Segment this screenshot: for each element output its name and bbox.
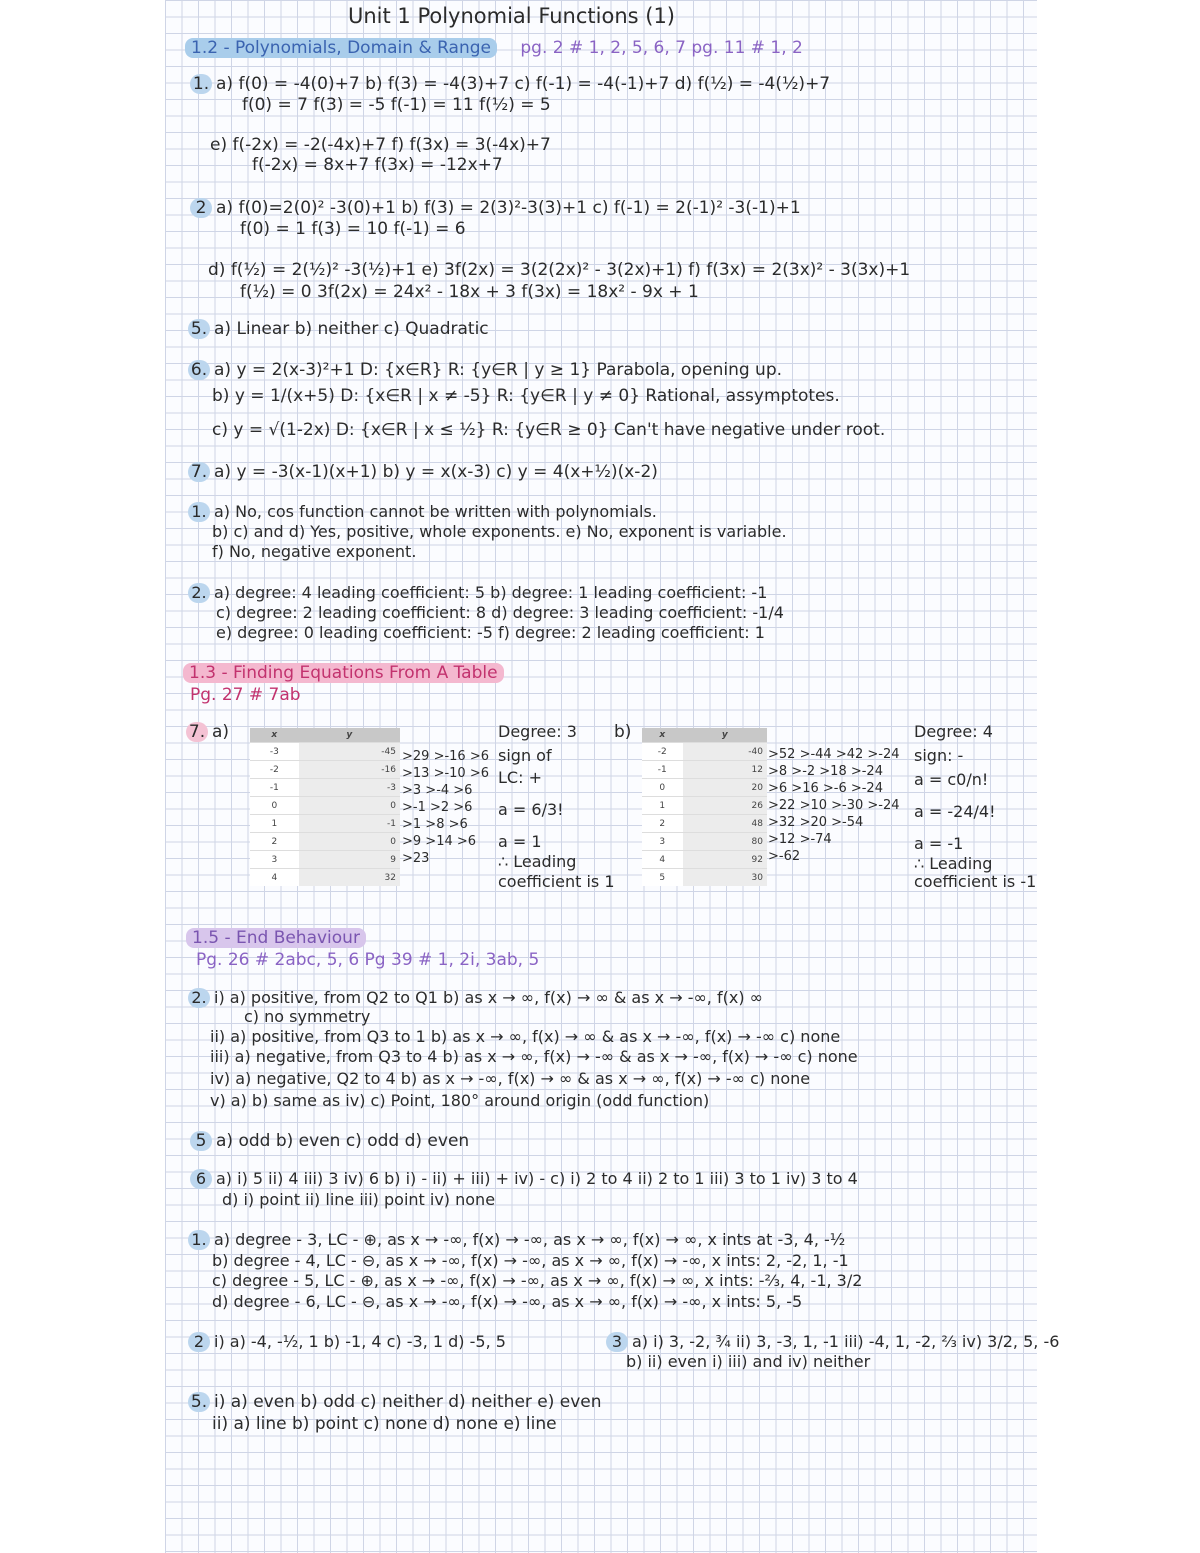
- y-cell: 32: [299, 869, 400, 887]
- x-cell: 3: [250, 851, 299, 869]
- table-row: [250, 761, 400, 779]
- section-heading: 1.5 - End Behaviour: [186, 928, 366, 948]
- note-line: Degree: 3: [498, 722, 577, 741]
- answer-line: 5 a) odd b) even c) odd d) even: [190, 1131, 469, 1151]
- difference-row: >9 >14 >6: [402, 834, 477, 849]
- answer-line: d) f(½) = 2(½)² -3(½)+1 e) 3f(2x) = 3(2(2x)² - 3(2x)+1) f) f(3x) = 2(3x)² - 3(3x)+1: [208, 260, 911, 280]
- y-cell: 12: [683, 761, 767, 779]
- question-number: 1.: [188, 502, 210, 522]
- answer-line: 2. i) a) positive, from Q2 to Q1 b) as x → ∞, f(x) → ∞ & as x → -∞, f(x) ∞: [188, 988, 763, 1008]
- difference-row: >32 >20 >-54: [768, 815, 864, 830]
- answer-line: 6 a) i) 5 ii) 4 iii) 3 iv) 6 b) i) - ii) + iii) + iv) - c) i) 2 to 4 ii) 2 to 1 iii) 3 to 1 iv) 3 to 4: [190, 1169, 858, 1189]
- table-row: [642, 851, 767, 869]
- table-row: [250, 815, 400, 833]
- answer-line: e) degree: 0 leading coefficient: -5 f) degree: 2 leading coefficient: 1: [216, 623, 765, 642]
- y-cell: -3: [299, 779, 400, 797]
- answer-line: 1. a) f(0) = -4(0)+7 b) f(3) = -4(3)+7 c) f(-1) = -4(-1)+7 d) f(½) = -4(½)+7: [190, 74, 830, 94]
- x-cell: -1: [250, 779, 299, 797]
- x-column-header: x: [250, 728, 299, 743]
- answer-line: b) c) and d) Yes, positive, whole exponents. e) No, exponent is variable.: [212, 522, 787, 541]
- y-cell: 30: [683, 869, 767, 887]
- difference-row: >52 >-44 >42 >-24: [768, 747, 900, 762]
- x-cell: -2: [642, 743, 683, 761]
- x-cell: -1: [642, 761, 683, 779]
- answer-line: ii) a) positive, from Q3 to 1 b) as x → ∞, f(x) → ∞ & as x → -∞, f(x) → -∞ c) none: [210, 1027, 841, 1046]
- difference-row: >29 >-16 >6: [402, 749, 489, 764]
- note-line: sign of: [498, 746, 552, 765]
- answer-line: b) degree - 4, LC - ⊖, as x → -∞, f(x) → -∞, as x → ∞, f(x) → -∞, x ints: 2, -2, 1, -1: [212, 1251, 849, 1270]
- answer-line: ii) a) line b) point c) none d) none e) line: [212, 1414, 557, 1434]
- answer-line: f(-2x) = 8x+7 f(3x) = -12x+7: [252, 155, 503, 175]
- answer-line: f) No, negative exponent.: [212, 542, 417, 561]
- question-number: 2: [190, 198, 212, 218]
- answer-line: f(0) = 7 f(3) = -5 f(-1) = 11 f(½) = 5: [242, 95, 551, 115]
- question-number: 7.: [186, 722, 208, 742]
- table-row: [642, 761, 767, 779]
- question-number: 6: [190, 1169, 212, 1189]
- x-cell: 1: [250, 815, 299, 833]
- x-cell: 1: [642, 797, 683, 815]
- table-row: [642, 797, 767, 815]
- answer-line: e) f(-2x) = -2(-4x)+7 f) f(3x) = 3(-4x)+7: [210, 135, 551, 155]
- answer-line: f(0) = 1 f(3) = 10 f(-1) = 6: [240, 219, 466, 239]
- question-number: 1.: [190, 74, 212, 94]
- y-cell: 92: [683, 851, 767, 869]
- table-row: [642, 869, 767, 887]
- table-row: [250, 797, 400, 815]
- answer-line: c) degree: 2 leading coefficient: 8 d) degree: 3 leading coefficient: -1/4: [216, 603, 784, 622]
- question-number: 5.: [188, 319, 210, 339]
- table-row: [642, 833, 767, 851]
- note-line: a = -24/4!: [914, 802, 996, 821]
- x-cell: 2: [250, 833, 299, 851]
- y-cell: 0: [299, 797, 400, 815]
- x-cell: 4: [250, 869, 299, 887]
- table-row: [250, 779, 400, 797]
- answer-line: c) degree - 5, LC - ⊕, as x → -∞, f(x) → -∞, as x → ∞, f(x) → ∞, x ints: -⅔, 4, -1, 3/2: [212, 1271, 863, 1290]
- answer-line: b) y = 1/(x+5) D: {x∈R | x ≠ -5} R: {y∈R | y ≠ 0} Rational, assymptotes.: [212, 386, 840, 406]
- y-column-header: y: [299, 728, 400, 743]
- x-cell: -2: [250, 761, 299, 779]
- question-number: 5.: [188, 1392, 210, 1412]
- answer-line: 7. a) y = -3(x-1)(x+1) b) y = x(x-3) c) y = 4(x+½)(x-2): [188, 462, 658, 482]
- answer-line: 1. a) No, cos function cannot be written with polynomials.: [188, 502, 657, 522]
- y-cell: 48: [683, 815, 767, 833]
- difference-row: >1 >8 >6: [402, 817, 468, 832]
- question-number: 6.: [188, 360, 210, 380]
- difference-row: >-62: [768, 849, 801, 864]
- difference-row: >3 >-4 >6: [402, 783, 473, 798]
- section-1-2-heading-row: [185, 38, 803, 58]
- difference-row: >12 >-74: [768, 832, 832, 847]
- note-line: a = -1: [914, 834, 964, 853]
- y-cell: 0: [299, 833, 400, 851]
- table-row: [642, 815, 767, 833]
- answer-line: 2 a) f(0)=2(0)² -3(0)+1 b) f(3) = 2(3)²-3(3)+1 c) f(-1) = 2(-1)² -3(-1)+1: [190, 198, 801, 218]
- answer-line: f(½) = 0 3f(2x) = 24x² - 18x + 3 f(3x) = 18x² - 9x + 1: [240, 282, 699, 302]
- page-title: Unit 1 Polynomial Functions (1): [348, 4, 675, 28]
- x-cell: 3: [642, 833, 683, 851]
- difference-row: >13 >-10 >6: [402, 766, 489, 781]
- note-line: a = c0/n!: [914, 770, 989, 789]
- y-cell: -40: [683, 743, 767, 761]
- table-row: [250, 851, 400, 869]
- note-line: a = 6/3!: [498, 800, 564, 819]
- assigned-pages: pg. 2 # 1, 2, 5, 6, 7 pg. 11 # 1, 2: [520, 38, 803, 58]
- y-cell: -1: [299, 815, 400, 833]
- value-table-b: [642, 728, 767, 886]
- answer-line: 3 a) i) 3, -2, ¾ ii) 3, -3, 1, -1 iii) -4, 1, -2, ⅔ iv) 3/2, 5, -6: [606, 1332, 1059, 1352]
- answer-line: 7. a): [186, 722, 229, 742]
- section-heading: 1.3 - Finding Equations From A Table: [183, 663, 504, 683]
- question-number: 5: [190, 1131, 212, 1151]
- y-cell: 80: [683, 833, 767, 851]
- table-row: [250, 869, 400, 887]
- question-number: 1.: [188, 1230, 210, 1250]
- table-row: [642, 779, 767, 797]
- note-line: Degree: 4: [914, 722, 993, 741]
- y-column-header: y: [683, 728, 767, 743]
- answer-line: iv) a) negative, Q2 to 4 b) as x → -∞, f(x) → ∞ & as x → ∞, f(x) → -∞ c) none: [210, 1069, 811, 1088]
- table-row: [250, 743, 400, 761]
- table-row: [250, 833, 400, 851]
- x-cell: 5: [642, 869, 683, 887]
- answer-line: 5. a) Linear b) neither c) Quadratic: [188, 319, 489, 339]
- note-line: ∴ Leading: [914, 854, 993, 873]
- value-table-a: [250, 728, 400, 886]
- question-number: 7.: [188, 462, 210, 482]
- note-line: LC: +: [498, 768, 542, 787]
- note-line: ∴ Leading: [498, 852, 577, 871]
- y-cell: 9: [299, 851, 400, 869]
- difference-row: >23: [402, 851, 430, 866]
- answer-line: 6. a) y = 2(x-3)²+1 D: {x∈R} R: {y∈R | y ≥ 1} Parabola, opening up.: [188, 360, 782, 380]
- y-cell: -45: [299, 743, 400, 761]
- x-column-header: x: [642, 728, 683, 743]
- answer-line: 2. a) degree: 4 leading coefficient: 5 b) degree: 1 leading coefficient: -1: [188, 583, 767, 603]
- part-label: b): [614, 722, 632, 742]
- answer-line: c) y = √(1-2x) D: {x∈R | x ≤ ½} R: {y∈R ≥ 0} Can't have negative under root.: [212, 420, 886, 440]
- answer-line: v) a) b) same as iv) c) Point, 180° around origin (odd function): [210, 1091, 710, 1110]
- table-row: [642, 743, 767, 761]
- note-line: sign: -: [914, 746, 964, 765]
- question-number: 2.: [188, 988, 210, 1008]
- answer-line: d) degree - 6, LC - ⊖, as x → -∞, f(x) → -∞, as x → ∞, f(x) → -∞, x ints: 5, -5: [212, 1292, 803, 1311]
- x-cell: 2: [642, 815, 683, 833]
- y-cell: 20: [683, 779, 767, 797]
- difference-row: >6 >16 >-6 >-24: [768, 781, 883, 796]
- answer-line: 5. i) a) even b) odd c) neither d) neither e) even: [188, 1392, 602, 1412]
- answer-line: 2 i) a) -4, -½, 1 b) -1, 4 c) -3, 1 d) -5, 5: [188, 1332, 506, 1352]
- note-line: coefficient is -1: [914, 872, 1037, 891]
- answer-line: c) no symmetry: [244, 1007, 371, 1026]
- note-line: a = 1: [498, 832, 542, 851]
- assigned-pages: Pg. 26 # 2abc, 5, 6 Pg 39 # 1, 2i, 3ab, 5: [196, 950, 540, 970]
- difference-row: >8 >-2 >18 >-24: [768, 764, 883, 779]
- note-line: coefficient is 1: [498, 872, 615, 891]
- answer-line: 1. a) degree - 3, LC - ⊕, as x → -∞, f(x) → -∞, as x → ∞, f(x) → ∞, x ints at -3, 4, -½: [188, 1230, 845, 1250]
- x-cell: 0: [642, 779, 683, 797]
- x-cell: 4: [642, 851, 683, 869]
- difference-row: >22 >10 >-30 >-24: [768, 798, 900, 813]
- answer-line: d) i) point ii) line iii) point iv) none: [222, 1190, 496, 1209]
- y-cell: 26: [683, 797, 767, 815]
- y-cell: -16: [299, 761, 400, 779]
- section-heading: 1.2 - Polynomials, Domain & Range: [185, 38, 497, 58]
- difference-row: >-1 >2 >6: [402, 800, 473, 815]
- assigned-pages: Pg. 27 # 7ab: [190, 685, 301, 705]
- question-number: 3: [606, 1332, 628, 1352]
- answer-line: iii) a) negative, from Q3 to 4 b) as x → ∞, f(x) → -∞ & as x → -∞, f(x) → -∞ c) none: [210, 1047, 858, 1066]
- question-number: 2: [188, 1332, 210, 1352]
- answer-line: b) ii) even i) iii) and iv) neither: [626, 1352, 871, 1371]
- question-number: 2.: [188, 583, 210, 603]
- x-cell: 0: [250, 797, 299, 815]
- x-cell: -3: [250, 743, 299, 761]
